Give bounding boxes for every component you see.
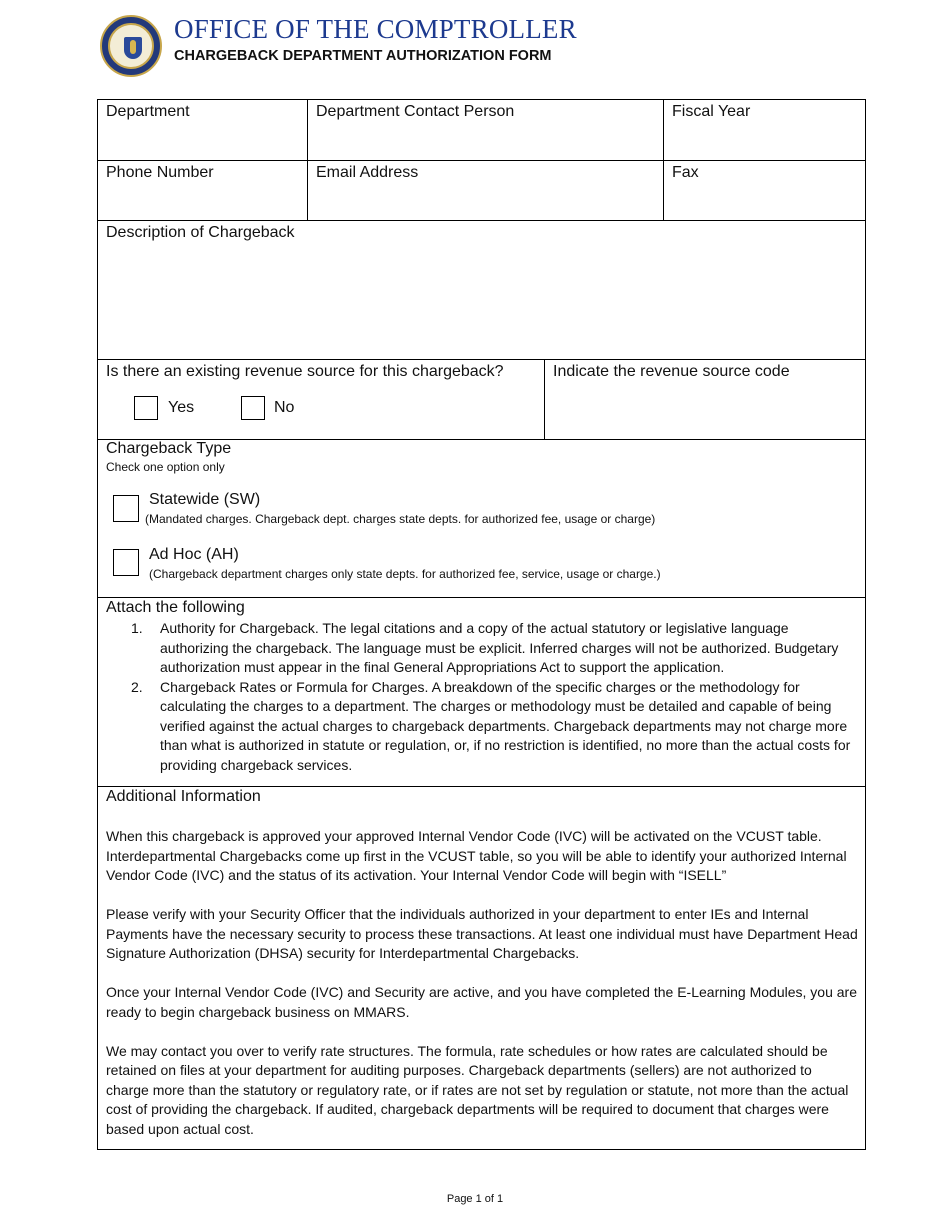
yes-checkbox[interactable] <box>134 396 158 420</box>
no-checkbox[interactable] <box>241 396 265 420</box>
chargeback-type-section <box>98 440 865 598</box>
department-label: Department <box>106 103 190 120</box>
attach-item-text: Chargeback Rates or Formula for Charges. A breakdown of the specific charges or the methodology for calculating the charges to a department. The charges or methodology must be detailed and capable of being verified against the actual charges to chargeback departments. Chargeback departments may not charge more than what is authorized in statute or regulation, or, if no restriction is identified, no more than the actual costs for providing chargeback services. <box>160 678 851 773</box>
office-title: OFFICE OF THE COMPTROLLER <box>174 14 577 44</box>
department-field[interactable] <box>98 100 307 160</box>
additional-info-section <box>98 787 865 1149</box>
attach-title: Attach the following <box>106 599 245 616</box>
revenue-question: Is there an existing revenue source for this chargeback? <box>106 363 504 380</box>
revenue-code-label: Indicate the revenue source code <box>553 363 790 380</box>
chargeback-type-title: Chargeback Type <box>106 440 232 457</box>
additional-info-body <box>106 827 858 1159</box>
contact-person-label: Department Contact Person <box>316 103 515 120</box>
fiscal-year-label: Fiscal Year <box>672 103 751 120</box>
row-revenue <box>98 360 865 440</box>
contact-person-field[interactable] <box>307 100 663 160</box>
no-label: No <box>274 399 295 416</box>
seal-figure <box>130 40 136 54</box>
authorization-form <box>97 99 866 1150</box>
additional-info-title: Additional Information <box>106 788 261 805</box>
email-label: Email Address <box>316 164 419 181</box>
adhoc-description: (Chargeback department charges only state depts. for authorized fee, service, usage or charge.) <box>149 567 661 581</box>
form-title: CHARGEBACK DEPARTMENT AUTHORIZATION FORM <box>174 48 552 64</box>
adhoc-checkbox[interactable] <box>113 549 139 576</box>
email-field[interactable] <box>307 161 663 220</box>
phone-field[interactable] <box>98 161 307 220</box>
description-label: Description of Chargeback <box>106 224 295 241</box>
description-field[interactable] <box>98 221 865 360</box>
statewide-checkbox[interactable] <box>113 495 139 522</box>
additional-paragraph: We may contact you over to verify rate structures. The formula, rate schedules or how rates are calculated should be retained on files at your department for auditing purposes. Chargeback departments (sellers) are not authorized to charge more than the statutory or regulatory rate, or if rates are not set by regulation or statute, not more than the actual cost of providing the chargeback. If audited, chargeback departments will be required to document that charges were based upon actual cost. <box>106 1042 849 1137</box>
attach-section <box>98 598 865 787</box>
attach-item-text: Authority for Chargeback. The legal citations and a copy of the actual statutory or legislative language authorizing the chargeback. The language must be explicit. Inferred charges will not be authorized. Budgetary authorization must appear in the final General Appropriations Act to support the application. <box>160 620 839 675</box>
additional-paragraph: When this chargeback is approved your approved Internal Vendor Code (IVC) will be activated on the VCUST table. Interdepartmental Chargebacks come up first in the VCUST table, so you will be able to identify your authorized Internal Vendor Code (IVC) and the status of its activation. Your Internal Vendor Code will begin with “ISELL” <box>106 828 847 883</box>
attach-item <box>131 619 855 678</box>
row-contact-1 <box>98 100 865 161</box>
attach-item-number: 1. <box>131 620 143 636</box>
chargeback-type-instruction: Check one option only <box>106 460 225 474</box>
additional-paragraph: Please verify with your Security Officer that the individuals authorized in your department to enter IEs and Internal Payments have the necessary security to process these transactions. At least one individual must have Department Head Signature Authorization (DHSA) security for Interdepartmental Chargebacks. <box>106 906 858 961</box>
form-header <box>100 12 860 78</box>
row-contact-2 <box>98 161 865 221</box>
page-number: Page 1 of 1 <box>446 1193 504 1205</box>
massachusetts-seal-icon <box>100 15 162 77</box>
attach-item-number: 2. <box>131 678 143 695</box>
attach-item <box>131 678 855 776</box>
fax-label: Fax <box>672 164 699 181</box>
revenue-question-cell <box>98 360 544 439</box>
yes-label: Yes <box>168 399 195 416</box>
adhoc-label: Ad Hoc (AH) <box>149 546 239 563</box>
attach-list <box>131 619 855 775</box>
revenue-code-field[interactable] <box>544 360 865 439</box>
phone-label: Phone Number <box>106 164 214 181</box>
statewide-description: (Mandated charges. Chargeback dept. charges state depts. for authorized fee, usage or charge) <box>145 512 656 526</box>
statewide-label: Statewide (SW) <box>149 491 261 508</box>
fiscal-year-field[interactable] <box>663 100 865 160</box>
additional-paragraph: Once your Internal Vendor Code (IVC) and Security are active, and you have completed the E-Learning Modules, you are ready to begin chargeback business on MMARS. <box>106 984 857 1020</box>
fax-field[interactable] <box>663 161 865 220</box>
